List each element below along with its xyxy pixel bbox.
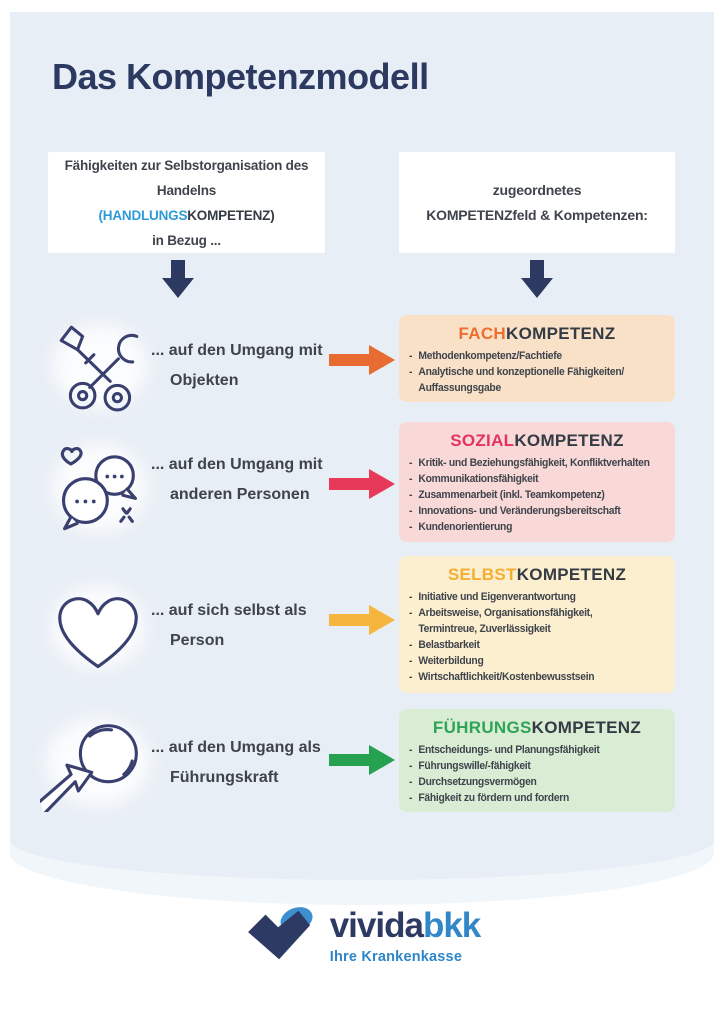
list-item: - Kritik- und Beziehungsfähigkeit, Konfliktverhalten — [409, 457, 650, 469]
box-items-fach — [409, 348, 650, 396]
header-right-line2: KOMPETENZfeld & Kompetenzen: — [426, 206, 648, 223]
competence-box-fuehrung — [399, 709, 675, 812]
flow-arrow-sozial — [329, 469, 395, 499]
list-item: - Zusammenarbeit (inkl. Teamkompetenz) — [409, 489, 605, 501]
header-left-line3: (HANDLUNGSKOMPETENZ) — [98, 207, 275, 223]
box-title-fach: FACHKOMPETENZ — [458, 324, 616, 343]
chat-bubbles-icon — [47, 438, 153, 538]
list-item: - Arbeitsweise, Organisationsfähigkeit, — [409, 607, 593, 619]
footer — [0, 903, 724, 967]
list-item: - Fähigkeit zu fördern und fordern — [409, 792, 570, 804]
list-item: - Führungswille/-fähigkeit — [409, 760, 531, 772]
list-item: - Wirtschaftlichkeit/Kostenbewusstsein — [409, 671, 595, 683]
competence-box-sozial — [399, 422, 675, 542]
heart-icon — [45, 580, 151, 675]
box-title-fuehrung: FÜHRUNGSKOMPETENZ — [432, 718, 642, 737]
competence-box-selbst — [399, 556, 675, 693]
handlungs-highlight: (HANDLUNGS — [98, 207, 188, 223]
page-title: Das Kompetenzmodell — [52, 56, 429, 97]
list-item: - Kundenorientierung — [409, 521, 513, 533]
flow-arrow-fuehrung — [329, 745, 395, 775]
box-title-sozial: SOZIALKOMPETENZ — [450, 431, 624, 450]
list-item: - Innovations- und Veränderungsbereitschaft — [409, 505, 621, 517]
list-item: - Weiterbildung — [409, 655, 484, 667]
brand-tagline: Ihre Krankenkasse — [329, 948, 463, 965]
list-item-cont: Termintreue, Zuverlässigkeit — [418, 623, 551, 635]
list-item: - Methodenkompetenz/Fachtiefe — [409, 350, 562, 362]
header-right-line1: zugeordnetes — [492, 181, 582, 198]
header-left-line1: Fähigkeiten zur Selbstorganisation des — [64, 157, 309, 173]
target-ball-icon — [40, 712, 156, 812]
header-left-line4: in Bezug ... — [152, 232, 221, 248]
vivida-bkk-logo — [244, 903, 481, 967]
row-label-person: ... auf sich selbst als Person — [151, 602, 307, 649]
header-box-handlungskompetenz — [48, 152, 325, 253]
competence-box-fach — [399, 315, 675, 402]
box-items-sozial — [409, 455, 650, 535]
header-box-kompetenzfeld — [399, 152, 675, 253]
box-items-fuehrung — [409, 742, 650, 806]
brand-wordmark: vividabkk — [329, 905, 481, 945]
list-item: - Entscheidungs- und Planungsfähigkeit — [409, 744, 600, 756]
list-item-cont: Auffassungsgabe — [418, 382, 501, 394]
list-item: - Belastbarkeit — [409, 639, 480, 651]
list-item: - Initiative und Eigenverantwortung — [409, 591, 576, 603]
logo-wordstack — [330, 906, 481, 965]
box-title-selbst: SELBSTKOMPETENZ — [447, 565, 627, 584]
header-left-line2: Handelns — [156, 182, 217, 198]
row-label-fuehrungskraft: ... auf den Umgang als Führungskraft — [151, 739, 321, 786]
list-item: - Durchsetzungsvermögen — [409, 776, 537, 788]
row-label-objekte: ... auf den Umgang mit Objekten — [151, 342, 323, 389]
flow-arrow-fach — [329, 345, 395, 375]
down-arrow-icon — [162, 260, 194, 298]
tools-icon — [47, 318, 153, 414]
list-item: - Kommunikationsfähigkeit — [409, 473, 539, 485]
box-items-selbst — [409, 589, 650, 685]
flow-arrow-selbst — [329, 605, 395, 635]
vivida-logo-mark-icon — [244, 903, 320, 967]
list-item: - Analytische und konzeptionelle Fähigkeiten/ — [409, 366, 625, 378]
down-arrow-icon — [521, 260, 553, 298]
row-label-personen: ... auf den Umgang mit anderen Personen — [151, 456, 323, 503]
